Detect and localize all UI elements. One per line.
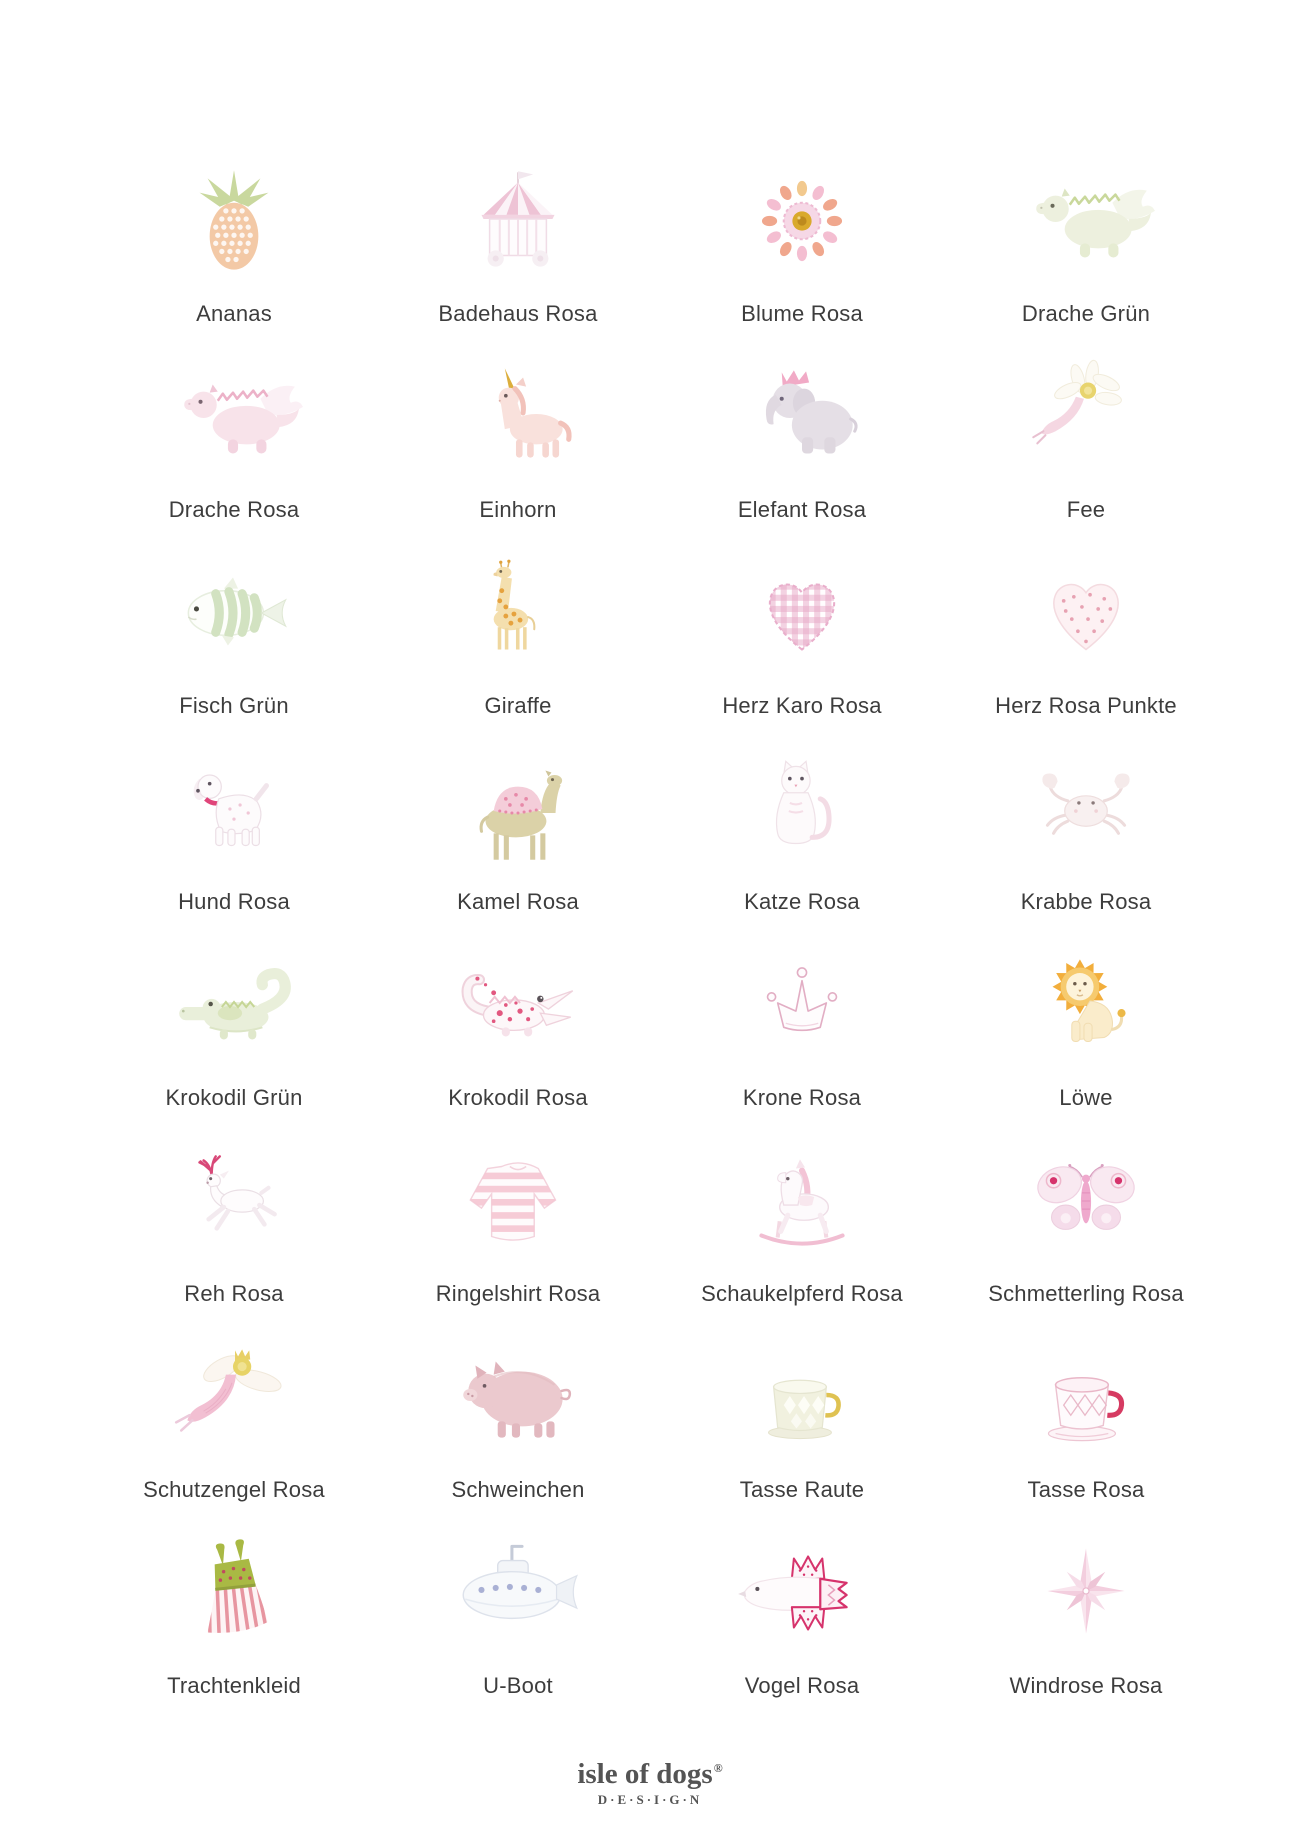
item-label: Reh Rosa (184, 1281, 284, 1306)
heart-gingham-icon (660, 532, 944, 693)
catalog-item (376, 336, 660, 532)
bathhouse-icon (376, 140, 660, 301)
deer-icon (92, 1120, 376, 1281)
catalog-item (660, 924, 944, 1120)
item-label: Giraffe (484, 693, 552, 718)
registered-mark: ® (713, 1761, 723, 1776)
item-label: Einhorn (479, 497, 557, 522)
dragon-pink-icon (92, 336, 376, 497)
pineapple-icon (92, 140, 376, 301)
catalog-item (660, 1316, 944, 1512)
item-label: Löwe (1059, 1085, 1113, 1110)
cup-diamond-icon (660, 1316, 944, 1477)
brand-footer (0, 1760, 1300, 1808)
catalog-grid (92, 140, 1228, 1708)
item-label: Tasse Raute (739, 1477, 865, 1502)
unicorn-icon (376, 336, 660, 497)
item-label: Kamel Rosa (457, 889, 579, 914)
crocodile-pink-icon (376, 924, 660, 1085)
item-label: Ananas (196, 301, 272, 326)
catalog-item (944, 1120, 1228, 1316)
catalog-item (376, 1512, 660, 1708)
catalog-item (944, 532, 1228, 728)
item-label: Vogel Rosa (744, 1673, 860, 1698)
dog-icon (92, 728, 376, 889)
dragon-green-icon (944, 140, 1228, 301)
camel-icon (376, 728, 660, 889)
item-label: U-Boot (483, 1673, 553, 1698)
item-label: Hund Rosa (178, 889, 290, 914)
catalog-item (92, 140, 376, 336)
brand-logo (0, 1760, 1300, 1789)
giraffe-icon (376, 532, 660, 693)
item-label: Krokodil Rosa (448, 1085, 588, 1110)
brand-name: isle of dogs (577, 1758, 713, 1790)
compass-rose-icon (944, 1512, 1228, 1673)
fish-green-icon (92, 532, 376, 693)
catalog-item (376, 532, 660, 728)
catalog-item (944, 924, 1228, 1120)
catalog-item (660, 1120, 944, 1316)
item-label: Windrose Rosa (1009, 1673, 1163, 1698)
item-label: Badehaus Rosa (438, 301, 598, 326)
catalog-item (944, 1512, 1228, 1708)
catalog-item (944, 336, 1228, 532)
item-label: Krone Rosa (742, 1085, 862, 1110)
item-label: Blume Rosa (741, 301, 863, 326)
heart-dots-icon (944, 532, 1228, 693)
item-label: Herz Rosa Punkte (995, 693, 1177, 718)
catalog-item (92, 728, 376, 924)
cup-pink-icon (944, 1316, 1228, 1477)
item-label: Schweinchen (451, 1477, 585, 1502)
catalog-item (92, 1316, 376, 1512)
item-label: Katze Rosa (744, 889, 860, 914)
item-label: Drache Rosa (168, 497, 300, 522)
lion-icon (944, 924, 1228, 1085)
item-label: Fee (1066, 497, 1106, 522)
item-label: Schaukelpferd Rosa (701, 1281, 903, 1306)
flower-icon (660, 140, 944, 301)
striped-shirt-icon (376, 1120, 660, 1281)
item-label: Krokodil Grün (165, 1085, 303, 1110)
catalog-item (92, 1512, 376, 1708)
crocodile-green-icon (92, 924, 376, 1085)
crown-icon (660, 924, 944, 1085)
cat-icon (660, 728, 944, 889)
item-label: Ringelshirt Rosa (435, 1281, 601, 1306)
item-label: Drache Grün (1021, 301, 1151, 326)
catalog-item (660, 140, 944, 336)
catalog-item (660, 532, 944, 728)
catalog-item (92, 336, 376, 532)
item-label: Schutzengel Rosa (143, 1477, 325, 1502)
catalog-item (376, 140, 660, 336)
catalog-item (376, 1120, 660, 1316)
catalog-item (660, 728, 944, 924)
catalog-item (944, 728, 1228, 924)
catalog-item (376, 728, 660, 924)
catalog-item (376, 924, 660, 1120)
item-label: Herz Karo Rosa (722, 693, 882, 718)
elephant-icon (660, 336, 944, 497)
catalog-item (92, 924, 376, 1120)
dirndl-dress-icon (92, 1512, 376, 1673)
fairy-icon (944, 336, 1228, 497)
submarine-icon (376, 1512, 660, 1673)
butterfly-icon (944, 1120, 1228, 1281)
item-label: Fisch Grün (179, 693, 289, 718)
item-label: Schmetterling Rosa (988, 1281, 1184, 1306)
item-label: Elefant Rosa (737, 497, 867, 522)
catalog-item (944, 140, 1228, 336)
crab-icon (944, 728, 1228, 889)
catalog-item (660, 336, 944, 532)
catalog-item (660, 1512, 944, 1708)
pig-icon (376, 1316, 660, 1477)
catalog-item (376, 1316, 660, 1512)
bird-icon (660, 1512, 944, 1673)
item-label: Tasse Rosa (1027, 1477, 1145, 1502)
catalog-item (92, 1120, 376, 1316)
catalog-item (92, 532, 376, 728)
item-label: Krabbe Rosa (1020, 889, 1152, 914)
item-label: Trachtenkleid (167, 1673, 301, 1698)
brand-tagline: D·E·S·I·G·N (597, 1792, 703, 1807)
rocking-horse-icon (660, 1120, 944, 1281)
guardian-angel-icon (92, 1316, 376, 1477)
catalog-item (944, 1316, 1228, 1512)
